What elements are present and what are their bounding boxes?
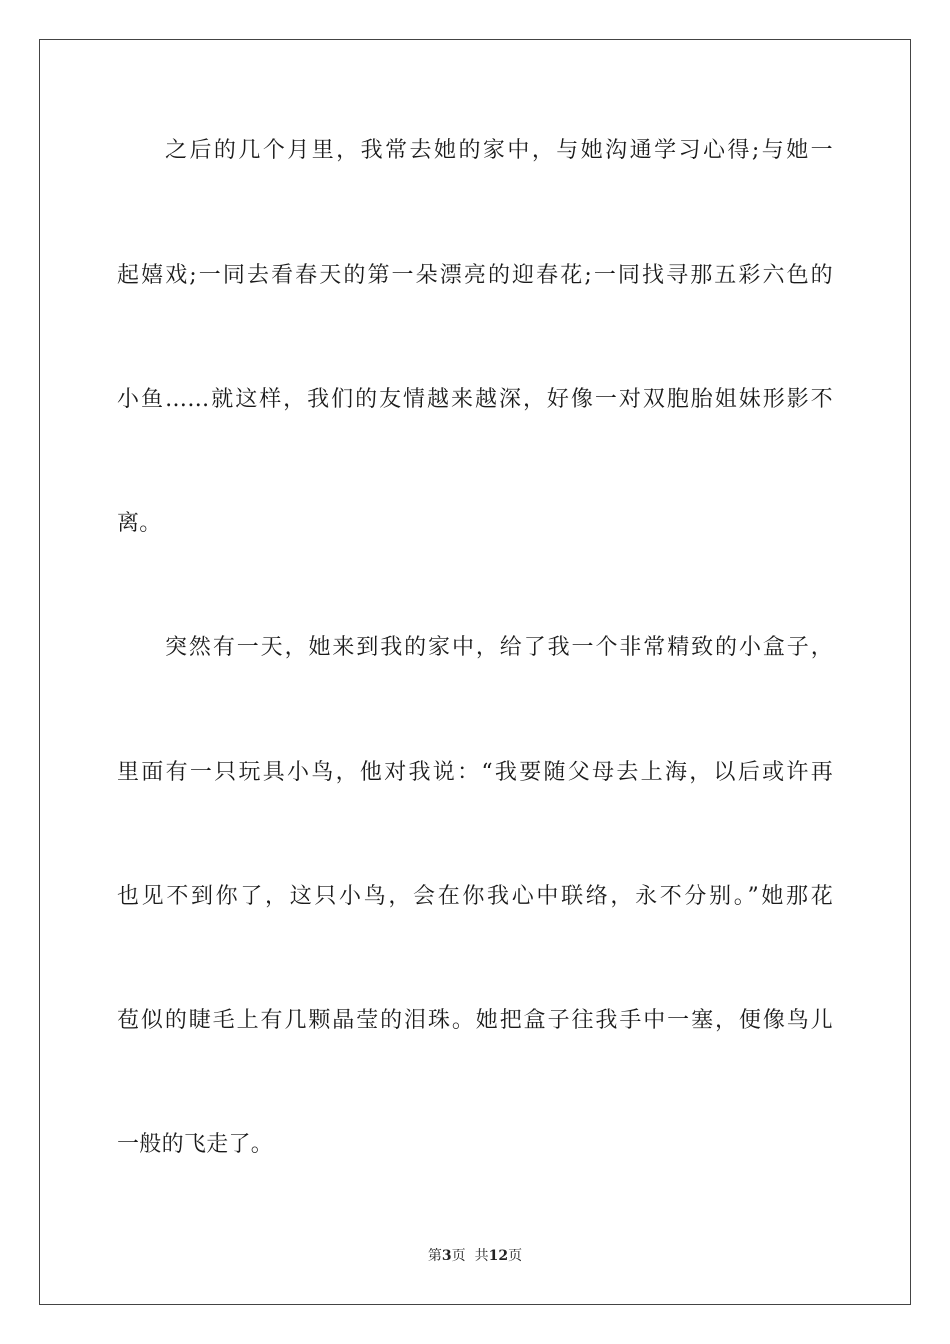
paragraph-1-line-3: 小鱼……就这样，我们的友情越来越深，好像一对双胞胎姐妹形影不 <box>117 387 833 412</box>
paragraph-1-line-4: 离。 <box>117 511 162 536</box>
paragraph-2-line-3: 也见不到你了，这只小鸟，会在你我心中联络，永不分别。”她那花 <box>117 884 833 909</box>
paragraph-1-line-2: 起嬉戏;一同去看春天的第一朵漂亮的迎春花;一同找寻那五彩六色的 <box>117 263 833 288</box>
footer-page-number: 3 <box>441 1248 452 1264</box>
footer-prefix: 第 <box>427 1248 442 1264</box>
page-footer <box>0 1246 950 1266</box>
paragraph-2-line-2: 里面有一只玩具小鸟，他对我说：“我要随父母去上海，以后或许再 <box>117 760 833 785</box>
footer-mid: 页 共 <box>451 1248 489 1264</box>
paragraph-1-line-1: 之后的几个月里，我常去她的家中，与她沟通学习心得;与她一 <box>165 138 833 163</box>
paragraph-2-line-1: 突然有一天，她来到我的家中，给了我一个非常精致的小盒子， <box>165 635 833 660</box>
footer-suffix: 页 <box>508 1248 523 1264</box>
page-frame <box>39 39 911 1305</box>
paragraph-2-line-4: 苞似的睫毛上有几颗晶莹的泪珠。她把盒子往我手中一塞，便像鸟儿 <box>117 1008 833 1033</box>
paragraph-2-line-5: 一般的飞走了。 <box>117 1132 274 1157</box>
footer-total-pages: 12 <box>488 1248 509 1264</box>
